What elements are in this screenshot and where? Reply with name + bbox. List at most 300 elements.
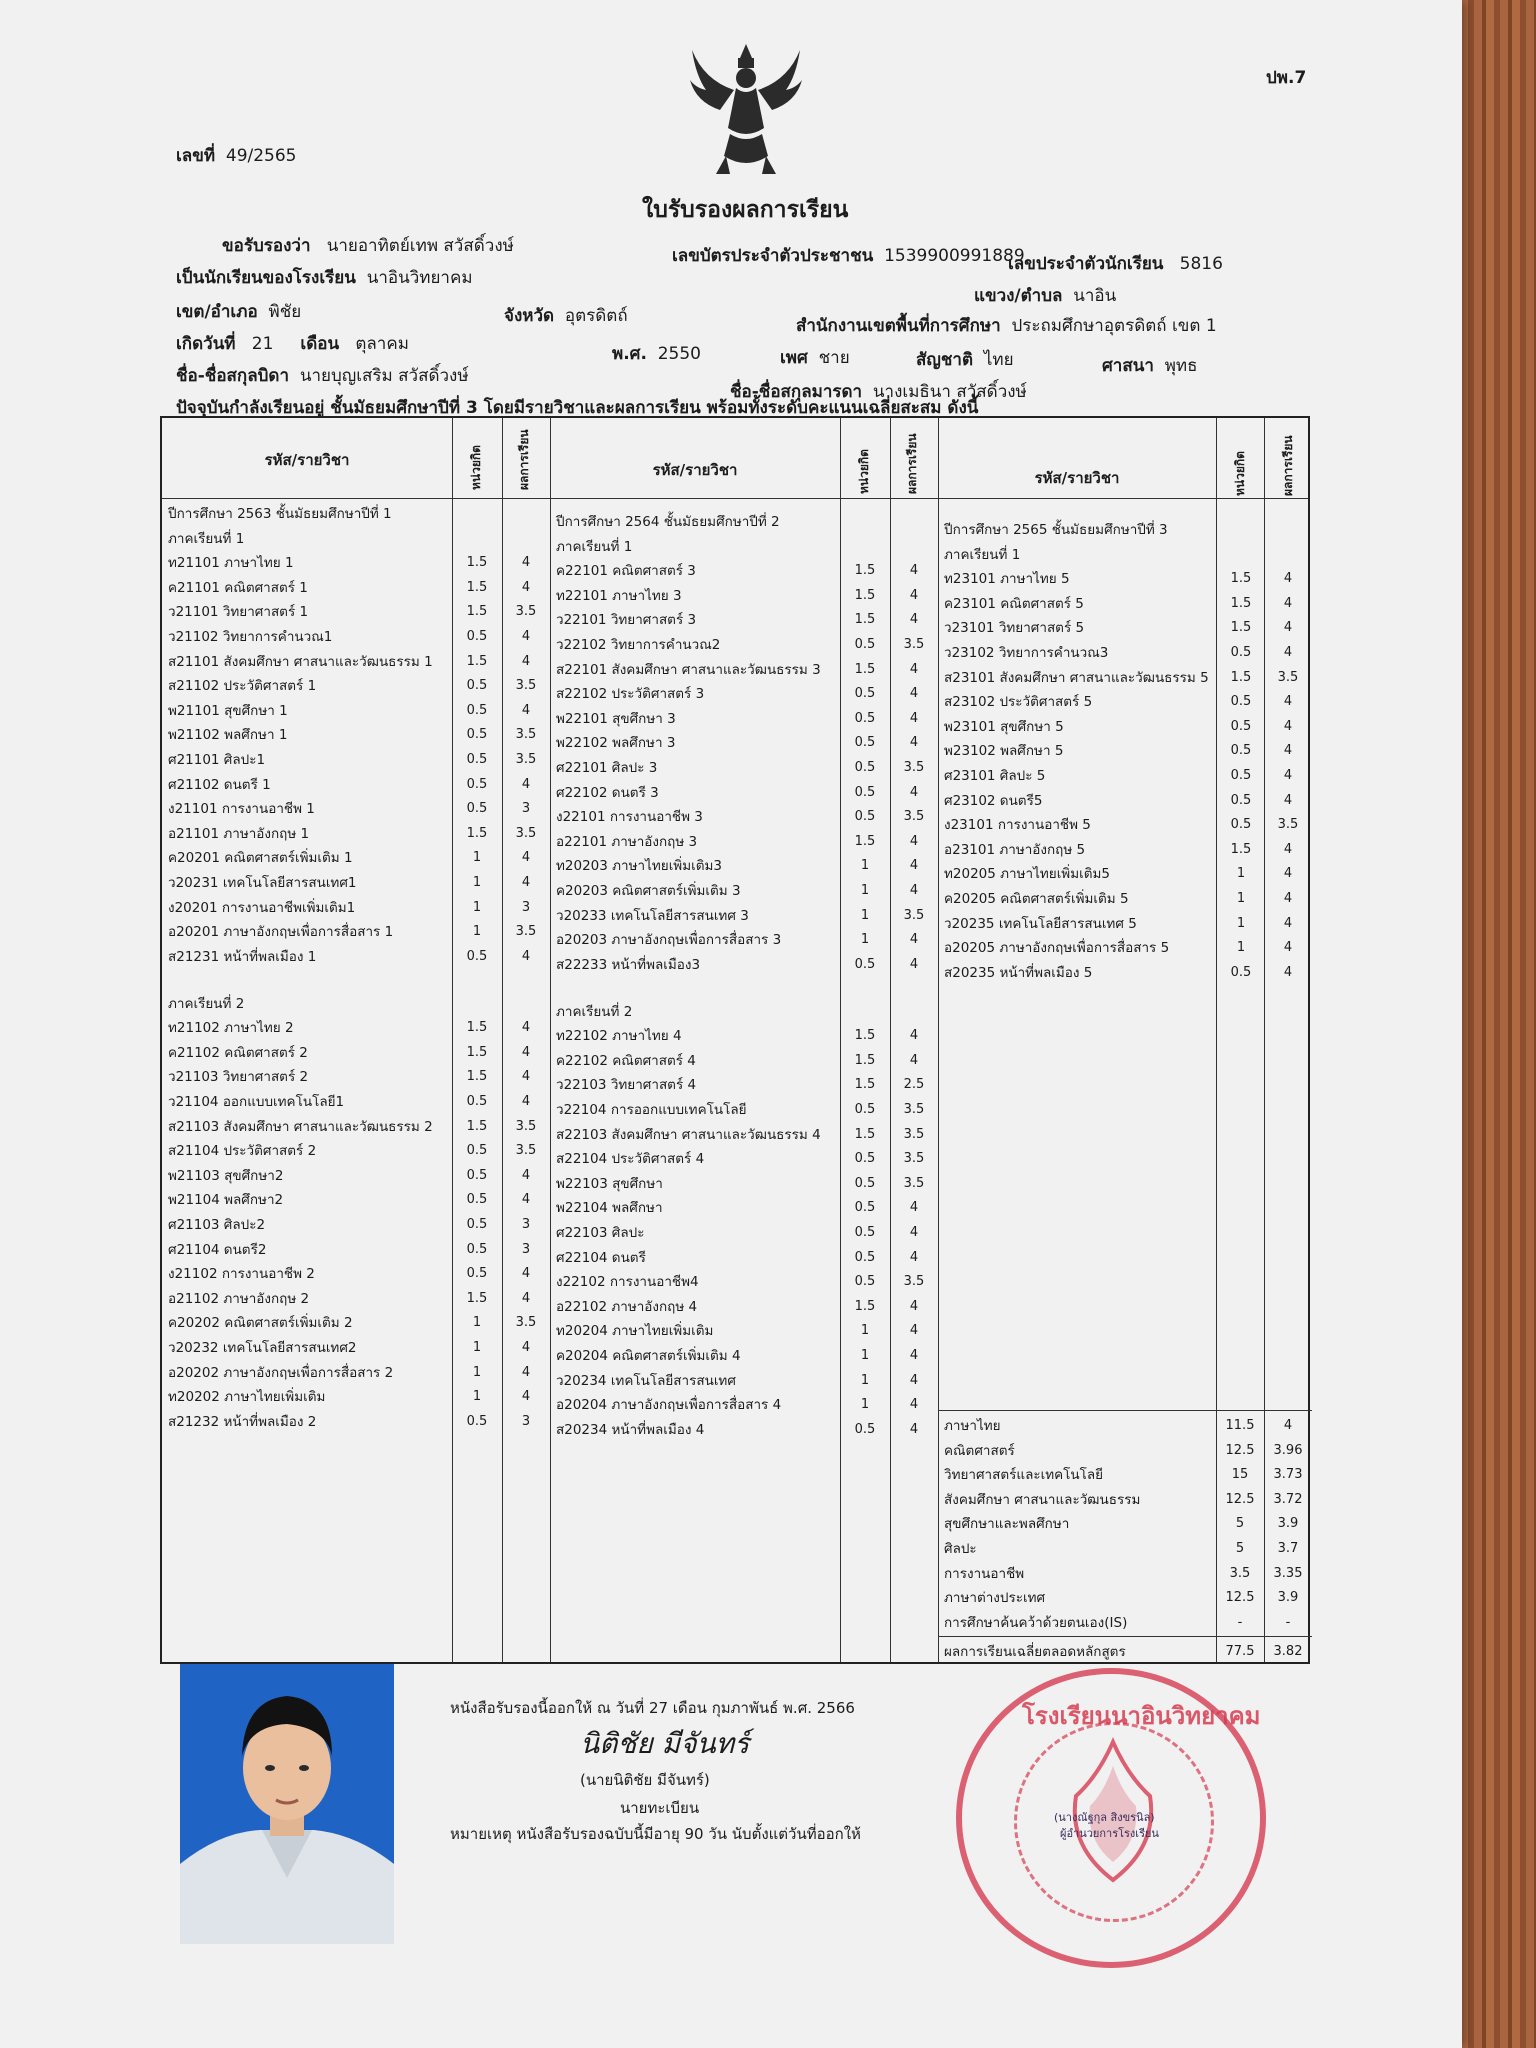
course-credit: 0.5	[1230, 768, 1252, 783]
course-grade: 4	[909, 1249, 919, 1265]
course-grade: 4	[1283, 915, 1293, 931]
course-credit: 1	[860, 932, 870, 948]
course-grade: 4	[909, 686, 919, 702]
course-credit: 1.5	[1230, 571, 1252, 587]
course-row: ศ21102 ดนตรี 1	[168, 776, 271, 793]
course-row: ง21101 การงานอาชีพ 1	[168, 801, 315, 818]
course-row: ส21103 สังคมศึกษา ศาสนาและวัฒนธรรม 2	[168, 1118, 433, 1135]
summary-grade: 3.35	[1273, 1565, 1303, 1581]
course-credit: 0.5	[854, 1421, 876, 1437]
course-row: ว22104 การออกแบบเทคโนโลยี	[556, 1101, 747, 1118]
course-grade: 4	[521, 653, 531, 669]
course-row: ส23101 สังคมศึกษา ศาสนาและวัฒนธรรม 5	[944, 669, 1209, 686]
course-row: อ23101 ภาษาอังกฤษ 5	[944, 841, 1086, 858]
course-row: อ20205 ภาษาอังกฤษเพื่อการสื่อสาร 5	[944, 940, 1170, 957]
district-label: เขต/อำเภอ	[176, 302, 258, 322]
doc-number	[176, 142, 297, 169]
course-row: ศ22103 ศิลปะ	[556, 1224, 645, 1241]
course-credit: 0.5	[466, 1143, 488, 1159]
nationality-value: ไทย	[983, 350, 1014, 370]
course-grade: 4	[909, 612, 919, 628]
course-grade: 3.5	[903, 637, 925, 652]
course-credit: 0.5	[466, 1266, 488, 1282]
course-grade: 4	[1283, 595, 1293, 611]
course-grade: 4	[521, 1290, 531, 1306]
course-credit: 0.5	[466, 1241, 488, 1257]
religion-value: พุทธ	[1164, 356, 1198, 376]
course-row: พ21104 พลศึกษา2	[168, 1192, 284, 1209]
course-grade: 4	[909, 1347, 919, 1363]
summary-subject-group: สังคมศึกษา ศาสนาและวัฒนธรรม	[944, 1491, 1141, 1508]
course-row: ค20203 คณิตศาสตร์เพิ่มเติม 3	[556, 883, 741, 899]
year-heading: ปีการศึกษา 2563 ชั้นมัธยมศึกษาปีที่ 1	[168, 506, 392, 522]
course-credit: 1	[1236, 866, 1246, 882]
course-credit: 0.5	[466, 1167, 488, 1183]
summary-grade: 3.9	[1277, 1516, 1299, 1532]
office-label: สำนักงานเขตพื้นที่การศึกษา	[796, 316, 1001, 336]
summary-credit: 5	[1235, 1541, 1245, 1556]
course-credit: 0.5	[854, 1224, 876, 1240]
province-line	[504, 302, 628, 329]
course-row: ส21104 ประวัติศาสตร์ 2	[168, 1143, 317, 1160]
course-credit: 0.5	[466, 1192, 488, 1208]
course-grade: 3.5	[515, 678, 537, 694]
course-credit: 0.5	[854, 956, 876, 972]
header-grade: ผลการเรียน	[517, 429, 531, 490]
course-row: ง21102 การงานอาชีพ 2	[168, 1266, 315, 1283]
course-grade: 3.5	[903, 1101, 925, 1117]
course-credit: 1.5	[466, 555, 488, 571]
course-credit: 1	[472, 1389, 482, 1405]
course-grade: 4	[521, 1167, 531, 1183]
course-grade: 3.5	[1277, 817, 1299, 833]
course-grade: 4	[521, 702, 531, 718]
course-grade: 3.5	[903, 1274, 925, 1290]
course-grade: 4	[521, 1364, 531, 1380]
course-grade: 4	[909, 710, 919, 726]
district-value: พิชัย	[268, 302, 302, 322]
student-name: นายอาทิตย์เทพ สวัสดิ์วงษ์	[326, 236, 514, 256]
nationality-line	[916, 346, 1014, 373]
course-row: ท20204 ภาษาไทยเพิ่มเติม	[556, 1323, 714, 1340]
student-name-line	[222, 232, 514, 259]
summary-total-credit: 77.5	[1225, 1644, 1255, 1659]
course-grade: 4	[521, 1339, 531, 1355]
course-grade: 4	[1283, 571, 1293, 587]
district-line	[176, 298, 301, 325]
seal-inner-title: ผู้อำนวยการโรงเรียน	[1060, 1827, 1159, 1840]
born-day: 21	[251, 334, 274, 354]
father-line	[176, 362, 469, 389]
mother-label: ชื่อ-ชื่อสกุลมารดา	[730, 382, 863, 402]
course-grade: 4	[909, 1298, 919, 1314]
course-row: ค20201 คณิตศาสตร์เพิ่มเติม 1	[168, 850, 353, 867]
course-grade: 4	[909, 883, 919, 898]
course-row: ศ22101 ศิลปะ 3	[556, 760, 658, 776]
course-row: ค22101 คณิตศาสตร์ 3	[556, 563, 696, 580]
course-row: พ22103 สุขศึกษา	[556, 1175, 663, 1192]
course-credit: 0.5	[466, 702, 488, 718]
course-row: อ21102 ภาษาอังกฤษ 2	[168, 1290, 310, 1307]
course-row: ว22103 วิทยาศาสตร์ 4	[556, 1077, 697, 1094]
course-row: ค23101 คณิตศาสตร์ 5	[944, 595, 1084, 612]
course-grade: 4	[909, 563, 919, 579]
province-label: จังหวัด	[504, 306, 555, 326]
summary-subject-group: วิทยาศาสตร์และเทคโนโลยี	[944, 1467, 1104, 1484]
course-credit: 0.5	[854, 784, 876, 800]
course-row: อ22101 ภาษาอังกฤษ 3	[556, 833, 698, 850]
nationality-label: สัญชาติ	[916, 350, 973, 370]
course-row: อ20201 ภาษาอังกฤษเพื่อการสื่อสาร 1	[168, 924, 394, 941]
course-credit: 0.5	[1230, 743, 1252, 759]
course-credit: 0.5	[1230, 964, 1252, 980]
summary-credit: 15	[1231, 1467, 1249, 1483]
religion-line	[1102, 352, 1198, 379]
course-grade: 4	[521, 776, 531, 792]
header-subject: รหัส/รายวิชา	[1034, 469, 1120, 487]
course-row: ว21104 ออกแบบเทคโนโลยี1	[168, 1093, 345, 1110]
student-portrait-icon	[180, 1664, 394, 1944]
course-grade: 4	[521, 1093, 531, 1109]
course-row: อ20203 ภาษาอังกฤษเพื่อการสื่อสาร 3	[556, 932, 782, 949]
course-row: พ21103 สุขศึกษา2	[168, 1167, 284, 1184]
column-divider	[938, 418, 939, 1662]
course-grade: 3.5	[515, 1315, 537, 1331]
course-credit: 0.5	[854, 1200, 876, 1216]
course-row: ค20204 คณิตศาสตร์เพิ่มเติม 4	[556, 1347, 741, 1364]
summary-credit: 12.5	[1225, 1442, 1255, 1458]
course-credit: 1.5	[854, 1077, 876, 1093]
course-grade: 3.5	[515, 752, 537, 767]
header-credit: หน่วยกิต	[469, 445, 483, 490]
course-row: ท20205 ภาษาไทยเพิ่มเติม5	[944, 866, 1110, 883]
course-credit: 1.5	[854, 587, 876, 603]
course-credit: 1.5	[854, 563, 876, 579]
course-grade: 4	[909, 1052, 919, 1068]
course-row: ว20234 เทคโนโลยีสารสนเทศ	[556, 1372, 736, 1389]
course-credit: 1	[472, 875, 482, 890]
course-row: ส23102 ประวัติศาสตร์ 5	[944, 694, 1093, 711]
course-grade: 3.5	[515, 727, 537, 743]
course-row: ส20235 หน้าที่พลเมือง 5	[944, 964, 1093, 981]
course-grade: 3.5	[903, 760, 925, 775]
signer-name: (นายนิติชัย มีจันทร์)	[580, 1771, 710, 1789]
course-grade: 4	[909, 1323, 919, 1339]
summary-credit: 11.5	[1225, 1418, 1255, 1433]
course-credit: 0.5	[466, 1093, 488, 1109]
summary-grade: 3.9	[1277, 1590, 1299, 1606]
student-no-label: เลขประจำตัวนักเรียน	[1008, 254, 1164, 274]
course-row: ท22102 ภาษาไทย 4	[556, 1028, 682, 1045]
grades-table	[160, 416, 1310, 1664]
course-row: ส21101 สังคมศึกษา ศาสนาและวัฒนธรรม 1	[168, 653, 433, 670]
course-credit: 0.5	[466, 752, 488, 767]
course-grade: 4	[909, 1372, 919, 1388]
course-credit: 1	[472, 899, 482, 915]
course-grade: 3	[521, 801, 531, 817]
school-seal-stamp	[956, 1668, 1266, 1968]
course-credit: 0.5	[1230, 792, 1252, 808]
term-heading: ภาคเรียนที่ 2	[168, 995, 245, 1012]
religion-label: ศาสนา	[1102, 356, 1154, 376]
course-row: ค20205 คณิตศาสตร์เพิ่มเติม 5	[944, 891, 1129, 907]
summary-grade: 3.96	[1273, 1442, 1303, 1458]
summary-subject-group: สุขศึกษาและพลศึกษา	[944, 1516, 1070, 1533]
course-credit: 1.5	[466, 1290, 488, 1306]
course-grade: 3.5	[515, 825, 537, 841]
course-grade: 4	[521, 1069, 531, 1085]
document-title: ใบรับรองผลการเรียน	[642, 197, 849, 223]
course-credit: 0.5	[854, 1274, 876, 1290]
summary-grade: -	[1285, 1614, 1291, 1630]
course-grade: 4	[521, 1389, 531, 1405]
course-row: ศ21101 ศิลปะ1	[168, 752, 266, 768]
course-grade: 4	[521, 629, 531, 644]
validity-note: หมายเหตุ หนังสือรับรองฉบับนี้มีอายุ 90 วัน นับตั้งแต่วันที่ออกให้	[450, 1825, 861, 1843]
course-row: ท21101 ภาษาไทย 1	[168, 555, 294, 572]
course-row: อ20204 ภาษาอังกฤษเพื่อการสื่อสาร 4	[556, 1397, 782, 1414]
course-grade: 3	[521, 1413, 531, 1429]
course-row: ง23101 การงานอาชีพ 5	[944, 817, 1091, 834]
course-credit: 1.5	[854, 1298, 876, 1314]
school-line	[176, 264, 473, 291]
course-row: อ20202 ภาษาอังกฤษเพื่อการสื่อสาร 2	[168, 1364, 394, 1381]
course-row: ส21102 ประวัติศาสตร์ 1	[168, 678, 317, 695]
course-row: ศ22104 ดนตรี	[556, 1249, 646, 1266]
course-credit: 1	[860, 883, 870, 898]
course-credit: 1.5	[1230, 669, 1252, 685]
course-grade: 4	[909, 735, 919, 751]
id-card-label: เลขบัตรประจำตัวประชาชน	[672, 246, 874, 266]
course-grade: 4	[909, 1421, 919, 1437]
course-grade: 3.5	[515, 1143, 537, 1159]
course-credit: 1	[472, 1364, 482, 1380]
course-row: ท23101 ภาษาไทย 5	[944, 571, 1070, 588]
course-credit: 1	[860, 1372, 870, 1388]
summary-credit: 12.5	[1225, 1491, 1255, 1507]
course-row: ท22101 ภาษาไทย 3	[556, 587, 682, 604]
course-grade: 3.5	[1277, 669, 1299, 685]
course-grade: 4	[1283, 841, 1293, 857]
year-heading: ปีการศึกษา 2564 ชั้นมัธยมศึกษาปีที่ 2	[556, 514, 780, 530]
course-grade: 3	[521, 899, 531, 915]
course-grade: 4	[1283, 743, 1293, 759]
seal-text: โรงเรียนนาอินวิทยาคม	[1022, 1702, 1261, 1730]
header-grade: ผลการเรียน	[905, 433, 919, 494]
school-label: เป็นนักเรียนของโรงเรียน	[176, 268, 356, 288]
course-grade: 4	[909, 1200, 919, 1216]
course-grade: 4	[909, 784, 919, 800]
course-grade: 3	[521, 1216, 531, 1232]
course-credit: 1.5	[466, 653, 488, 669]
course-row: ส22104 ประวัติศาสตร์ 4	[556, 1151, 705, 1168]
course-grade: 4	[521, 948, 531, 964]
course-credit: 1	[860, 1347, 870, 1363]
course-row: พ22102 พลศึกษา 3	[556, 735, 676, 752]
school-value: นาอินวิทยาคม	[366, 268, 473, 288]
summary-grade: 3.73	[1273, 1467, 1303, 1483]
course-grade: 4	[1283, 768, 1293, 783]
course-credit: 1	[472, 1339, 482, 1355]
course-credit: 1.5	[1230, 595, 1252, 611]
course-row: ค22102 คณิตศาสตร์ 4	[556, 1052, 696, 1069]
course-credit: 0.5	[1230, 645, 1252, 660]
summary-total-label: ผลการเรียนเฉลี่ยตลอดหลักสูตร	[944, 1644, 1126, 1660]
summary-total-gpa: 3.82	[1273, 1644, 1303, 1659]
course-credit: 1.5	[466, 1069, 488, 1085]
course-row: ว20233 เทคโนโลยีสารสนเทศ 3	[556, 907, 749, 924]
seal-inner-name: (นางณัฐกุล สิงขรนิล)	[1054, 1811, 1155, 1824]
course-credit: 1	[1236, 891, 1246, 906]
course-credit: 1	[472, 924, 482, 940]
course-row: ค21102 คณิตศาสตร์ 2	[168, 1044, 308, 1061]
course-credit: 1	[472, 1315, 482, 1331]
course-credit: 1	[860, 907, 870, 923]
course-row: อ22102 ภาษาอังกฤษ 4	[556, 1298, 698, 1315]
term-heading: ภาคเรียนที่ 1	[556, 538, 633, 555]
issue-line: หนังสือรับรองนี้ออกให้ ณ วันที่ 27 เดือน กุมภาพันธ์ พ.ศ. 2566	[450, 1699, 855, 1717]
office-value: ประถมศึกษาอุตรดิตถ์ เขต 1	[1011, 316, 1217, 336]
course-grade: 4	[909, 1224, 919, 1240]
office-line	[796, 312, 1217, 339]
sex-value: ชาย	[818, 348, 850, 368]
column-divider	[550, 418, 551, 1662]
course-grade: 4	[521, 555, 531, 571]
course-grade: 2.5	[903, 1077, 925, 1093]
course-credit: 0.5	[854, 1151, 876, 1167]
course-grade: 3.5	[903, 1151, 925, 1167]
certify-label: ขอรับรองว่า	[222, 236, 311, 256]
course-row: ส22103 สังคมศึกษา ศาสนาและวัฒนธรรม 4	[556, 1126, 821, 1143]
course-credit: 0.5	[854, 1175, 876, 1191]
born-month: ตุลาคม	[355, 334, 409, 354]
course-grade: 3.5	[903, 907, 925, 923]
course-credit: 1.5	[1230, 620, 1252, 636]
summary-credit: 12.5	[1225, 1590, 1255, 1606]
summary-subject-group: การงานอาชีพ	[944, 1565, 1025, 1582]
course-row: ว22101 วิทยาศาสตร์ 3	[556, 612, 697, 629]
course-grade: 4	[909, 1397, 919, 1413]
course-row: ส22101 สังคมศึกษา ศาสนาและวัฒนธรรม 3	[556, 661, 821, 678]
course-row: ศ23101 ศิลปะ 5	[944, 768, 1046, 784]
course-row: ศ21104 ดนตรี2	[168, 1241, 267, 1258]
header-subject: รหัส/รายวิชา	[264, 451, 350, 469]
course-row: ส22102 ประวัติศาสตร์ 3	[556, 686, 705, 703]
course-grade: 4	[909, 661, 919, 677]
birth-year-line	[612, 340, 701, 367]
subdistrict-label: แขวง/ตำบล	[974, 286, 1063, 306]
course-grade: 4	[909, 833, 919, 849]
course-credit: 1.5	[854, 833, 876, 849]
summary-grade: 3.7	[1277, 1541, 1299, 1556]
signature-handwritten: นิติชัย มีจันทร์	[580, 1727, 750, 1760]
course-row: ว21103 วิทยาศาสตร์ 2	[168, 1069, 309, 1086]
course-credit: 1.5	[854, 1028, 876, 1044]
summary-credit: -	[1237, 1614, 1243, 1630]
course-row: ง22101 การงานอาชีพ 3	[556, 809, 703, 826]
course-credit: 1	[1236, 940, 1246, 956]
course-credit: 0.5	[466, 727, 488, 743]
sex-line	[780, 344, 850, 371]
course-grade: 4	[521, 579, 531, 595]
course-grade: 3	[521, 1241, 531, 1257]
course-row: ส21231 หน้าที่พลเมือง 1	[168, 948, 317, 965]
course-grade: 4	[909, 932, 919, 948]
course-credit: 0.5	[854, 735, 876, 751]
course-row: พ21101 สุขศึกษา 1	[168, 702, 288, 719]
course-grade: 4	[1283, 964, 1293, 980]
course-row: อ21101 ภาษาอังกฤษ 1	[168, 825, 310, 842]
course-row: ว21102 วิทยาการคำนวณ1	[168, 629, 333, 645]
course-credit: 1.5	[466, 1020, 488, 1036]
course-grade: 4	[1283, 891, 1293, 906]
course-credit: 0.5	[466, 948, 488, 964]
course-grade: 4	[521, 1044, 531, 1060]
course-credit: 0.5	[854, 686, 876, 702]
course-credit: 1.5	[1230, 841, 1252, 857]
course-credit: 1.5	[466, 1118, 488, 1134]
course-row: ว22102 วิทยาการคำนวณ2	[556, 637, 721, 653]
course-row: พ23102 พลศึกษา 5	[944, 743, 1064, 760]
term-heading: ภาคเรียนที่ 1	[168, 530, 245, 547]
sex-label: เพศ	[780, 348, 808, 368]
course-credit: 0.5	[466, 801, 488, 817]
course-row: พ21102 พลศึกษา 1	[168, 727, 288, 744]
course-grade: 4	[909, 587, 919, 603]
course-grade: 3.5	[903, 1175, 925, 1191]
course-credit: 0.5	[854, 637, 876, 652]
mother-value: นางเมธินา สวัสดิ์วงษ์	[872, 382, 1027, 402]
course-row: ค20202 คณิตศาสตร์เพิ่มเติม 2	[168, 1315, 353, 1332]
course-row: ส22233 หน้าที่พลเมือง3	[556, 956, 701, 973]
course-row: ท20202 ภาษาไทยเพิ่มเติม	[168, 1389, 326, 1406]
father-value: นายบุญเสริม สวัสดิ์วงษ์	[299, 366, 469, 386]
summary-credit: 5	[1235, 1516, 1245, 1532]
course-row: ท21102 ภาษาไทย 2	[168, 1020, 294, 1037]
summary-credit: 3.5	[1229, 1565, 1251, 1581]
student-no-line	[1008, 250, 1223, 277]
summary-subject-group: ศิลปะ	[944, 1541, 977, 1557]
course-credit: 0.5	[854, 1101, 876, 1117]
course-grade: 4	[909, 956, 919, 972]
father-label: ชื่อ-ชื่อสกุลบิดา	[176, 366, 290, 386]
header-credit: หน่วยกิต	[1233, 451, 1247, 496]
born-label: เกิดวันที่	[176, 334, 236, 354]
province-value: อุตรดิตถ์	[564, 306, 628, 326]
course-grade: 4	[1283, 792, 1293, 808]
course-credit: 1	[1236, 915, 1246, 931]
course-grade: 3.5	[515, 1118, 537, 1134]
course-credit: 1	[472, 850, 482, 866]
subdistrict-line	[974, 282, 1116, 309]
year-heading: ปีการศึกษา 2565 ชั้นมัธยมศึกษาปีที่ 3	[944, 522, 1168, 538]
doc-number-value: 49/2565	[225, 146, 297, 166]
header-subject: รหัส/รายวิชา	[652, 461, 738, 479]
course-credit: 1.5	[854, 1052, 876, 1068]
course-credit: 1.5	[466, 579, 488, 595]
course-credit: 0.5	[854, 760, 876, 775]
course-row: พ22101 สุขศึกษา 3	[556, 710, 676, 727]
student-no-value: 5816	[1179, 254, 1223, 274]
year-label: พ.ศ.	[612, 344, 647, 364]
course-grade: 4	[521, 1192, 531, 1208]
summary-total-divider	[938, 1636, 1312, 1637]
course-grade: 4	[909, 858, 919, 874]
course-row: ศ21103 ศิลปะ2	[168, 1216, 266, 1233]
header-credit: หน่วยกิต	[857, 449, 871, 494]
course-credit: 0.5	[1230, 694, 1252, 710]
id-card-line	[672, 242, 1025, 269]
